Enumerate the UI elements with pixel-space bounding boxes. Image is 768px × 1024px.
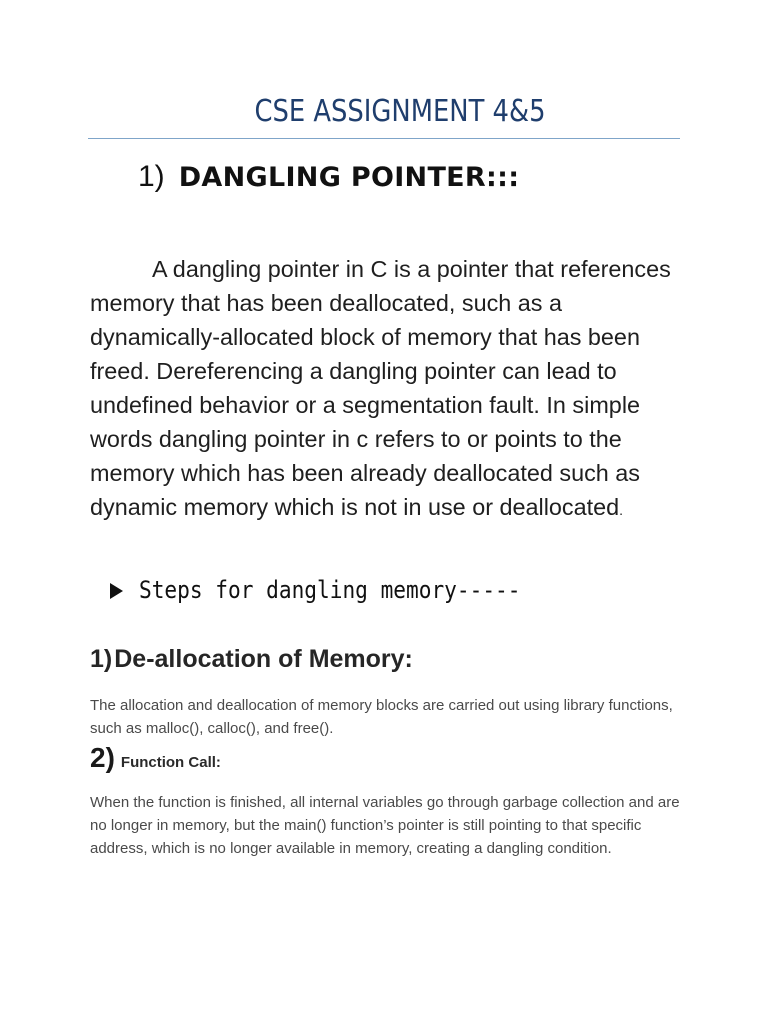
step1-paragraph: The allocation and deallocation of memory blocks are carried out using library functions, such as malloc(), calloc(), and free().	[90, 697, 673, 737]
step2-paragraph: When the function is finished, all internal variables go through garbage collection and are no longer in memory, but the main() function’s pointer is still pointing to that specific address, which is no longer available in memory, creating a dangling condition.	[90, 794, 680, 857]
intro-text: A dangling pointer in C is a pointer that references memory that has been deallocated, such as a dynamically-allocated block of memory that has been freed. Dereferencing a dangling pointer can lead to undefined behavior or a segmentation fault. In simple words dangling pointer in c refers to or points to the memory which has been already deallocated such as dynamic memory which is not in use or deallocated	[90, 256, 671, 520]
step2-heading	[90, 742, 221, 774]
step1-heading	[90, 645, 413, 674]
section-title: DANGLING POINTER:::	[178, 162, 520, 193]
step1-number: 1)	[90, 645, 113, 673]
section-heading-dangling-pointer	[138, 160, 519, 194]
intro-period: .	[619, 502, 624, 518]
document-title: CSE ASSIGNMENT 4&5	[254, 94, 546, 129]
step1-title: De-allocation of Memory:	[114, 645, 413, 673]
steps-bullet-item	[110, 576, 572, 604]
intro-paragraph	[90, 252, 690, 527]
steps-label: Steps for dangling memory-----	[139, 576, 521, 604]
step2-number: 2)	[90, 742, 115, 773]
section-number: 1)	[138, 160, 165, 193]
step2-title: Function Call:	[120, 754, 221, 771]
right-arrow-bullet-icon	[110, 583, 123, 599]
title-underline-divider	[88, 138, 680, 139]
